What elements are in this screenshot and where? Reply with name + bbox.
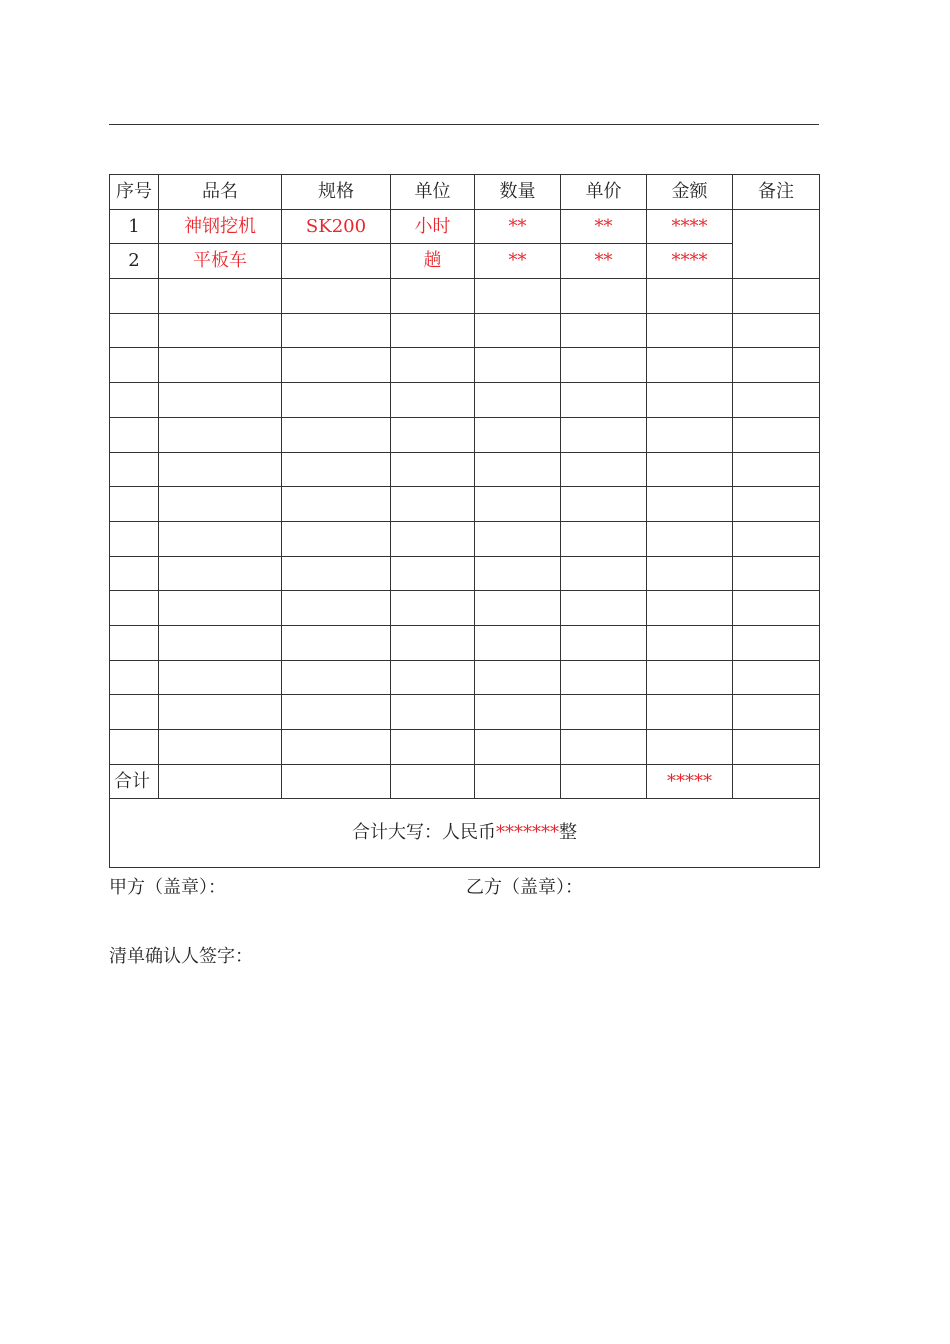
header-cell-remark: 备注 [733,175,820,210]
empty-cell [561,487,647,522]
empty-cell [475,383,561,418]
empty-cell [561,452,647,487]
empty-cell [391,487,475,522]
empty-cell [561,348,647,383]
empty-cell [282,591,391,626]
empty-cell [110,521,159,556]
empty-cell [110,556,159,591]
empty-cell [159,279,282,314]
empty-cell [733,279,820,314]
total-cell [733,764,820,799]
total-cell [475,764,561,799]
empty-cell [282,695,391,730]
empty-cell [110,452,159,487]
header-cell-spec: 规格 [282,175,391,210]
bill-table [109,174,820,868]
total-cell [391,764,475,799]
empty-cell [647,730,733,765]
empty-cell [475,730,561,765]
empty-cell [391,452,475,487]
empty-cell [391,591,475,626]
empty-cell [475,348,561,383]
party-a-seal-label: 甲方（盖章）： [109,877,226,898]
empty-cell [647,487,733,522]
empty-cell [733,417,820,452]
table-row-empty [110,521,820,556]
empty-cell [561,521,647,556]
empty-cell [391,695,475,730]
empty-cell [282,660,391,695]
row-qty: ** [475,209,561,244]
empty-cell [561,556,647,591]
empty-cell [647,383,733,418]
table-row-empty [110,417,820,452]
empty-cell [475,521,561,556]
empty-cell [733,556,820,591]
empty-cell [475,591,561,626]
empty-cell [110,730,159,765]
empty-cell [647,452,733,487]
total-words-value: ******* [496,822,559,844]
total-label: 合计 [110,764,159,799]
header-cell-qty: 数量 [475,175,561,210]
empty-cell [159,695,282,730]
header-cell-price: 单价 [561,175,647,210]
total-row [110,764,820,799]
empty-cell [561,279,647,314]
empty-cell [282,348,391,383]
table-row-empty [110,452,820,487]
empty-cell [159,487,282,522]
row-price: ** [561,244,647,279]
total-words-prefix: 合计大写：人民币 [352,822,496,844]
empty-cell [159,313,282,348]
total-cell [159,764,282,799]
empty-cell [561,695,647,730]
table-row-empty [110,348,820,383]
empty-cell [561,417,647,452]
table-row [110,244,820,279]
total-words-suffix: 整 [559,822,577,844]
empty-cell [282,452,391,487]
header-cell-unit: 单位 [391,175,475,210]
row-no: 1 [110,209,159,244]
empty-cell [391,556,475,591]
empty-cell [282,313,391,348]
empty-cell [561,730,647,765]
row-unit: 趟 [391,244,475,279]
empty-cell [475,313,561,348]
total-words-cell [110,799,820,868]
empty-cell [391,313,475,348]
empty-cell [391,625,475,660]
empty-cell [647,521,733,556]
empty-cell [733,313,820,348]
empty-cell [391,383,475,418]
top-rule [109,124,819,125]
empty-cell [647,556,733,591]
table-row-empty [110,487,820,522]
empty-cell [282,556,391,591]
empty-cell [110,348,159,383]
empty-cell [282,279,391,314]
empty-cell [733,348,820,383]
empty-cell [733,660,820,695]
table-row-empty [110,313,820,348]
empty-cell [475,452,561,487]
empty-cell [159,521,282,556]
table-row-empty [110,591,820,626]
empty-cell [159,452,282,487]
row-amount: **** [647,244,733,279]
header-cell-no: 序号 [110,175,159,210]
table-row-empty [110,660,820,695]
empty-cell [282,417,391,452]
row-no: 2 [110,244,159,279]
empty-cell [110,660,159,695]
confirmer-signature-label: 清单确认人签字： [109,946,253,967]
empty-cell [647,348,733,383]
empty-cell [475,660,561,695]
empty-cell [647,417,733,452]
row-spec: SK200 [282,209,391,244]
table-row [110,209,820,244]
empty-cell [475,695,561,730]
empty-cell [733,591,820,626]
empty-cell [159,417,282,452]
party-b-seal-label: 乙方（盖章）： [466,877,583,898]
empty-cell [647,660,733,695]
row-price: ** [561,209,647,244]
table-row-empty [110,695,820,730]
empty-cell [282,625,391,660]
total-cell [282,764,391,799]
empty-cell [733,487,820,522]
empty-cell [110,279,159,314]
empty-cell [561,660,647,695]
empty-cell [733,383,820,418]
row-amount: **** [647,209,733,244]
table-row-empty [110,383,820,418]
empty-cell [391,660,475,695]
table-row-empty [110,730,820,765]
empty-cell [733,730,820,765]
empty-cell [561,591,647,626]
table-row-empty [110,279,820,314]
empty-cell [561,383,647,418]
row-name: 神钢挖机 [159,209,282,244]
empty-cell [647,591,733,626]
row-qty: ** [475,244,561,279]
table-row-empty [110,556,820,591]
table-header-row [110,175,820,210]
empty-cell [561,625,647,660]
table-row-empty [110,625,820,660]
empty-cell [475,487,561,522]
empty-cell [110,591,159,626]
row-spec [282,244,391,279]
empty-cell [391,521,475,556]
empty-cell [159,591,282,626]
empty-cell [159,383,282,418]
empty-cell [391,417,475,452]
empty-cell [282,730,391,765]
empty-cell [159,348,282,383]
empty-cell [733,625,820,660]
empty-cell [159,625,282,660]
empty-cell [391,348,475,383]
empty-cell [159,660,282,695]
empty-cell [475,417,561,452]
empty-cell [647,695,733,730]
total-cell [561,764,647,799]
empty-cell [733,695,820,730]
row-unit: 小时 [391,209,475,244]
empty-cell [110,487,159,522]
empty-cell [282,383,391,418]
empty-cell [475,556,561,591]
empty-cell [475,279,561,314]
empty-cell [647,279,733,314]
empty-cell [733,521,820,556]
empty-cell [475,625,561,660]
empty-cell [282,521,391,556]
row-remark-merged [733,209,820,278]
row-name: 平板车 [159,244,282,279]
empty-cell [391,279,475,314]
empty-cell [647,313,733,348]
empty-cell [110,625,159,660]
empty-cell [391,730,475,765]
header-cell-amount: 金额 [647,175,733,210]
empty-cell [159,556,282,591]
header-cell-name: 品名 [159,175,282,210]
empty-cell [110,383,159,418]
empty-cell [282,487,391,522]
empty-cell [733,452,820,487]
total-amount: ***** [647,764,733,799]
empty-cell [159,730,282,765]
total-words-row [110,799,820,868]
empty-cell [110,417,159,452]
empty-cell [561,313,647,348]
empty-cell [647,625,733,660]
empty-cell [110,313,159,348]
empty-cell [110,695,159,730]
